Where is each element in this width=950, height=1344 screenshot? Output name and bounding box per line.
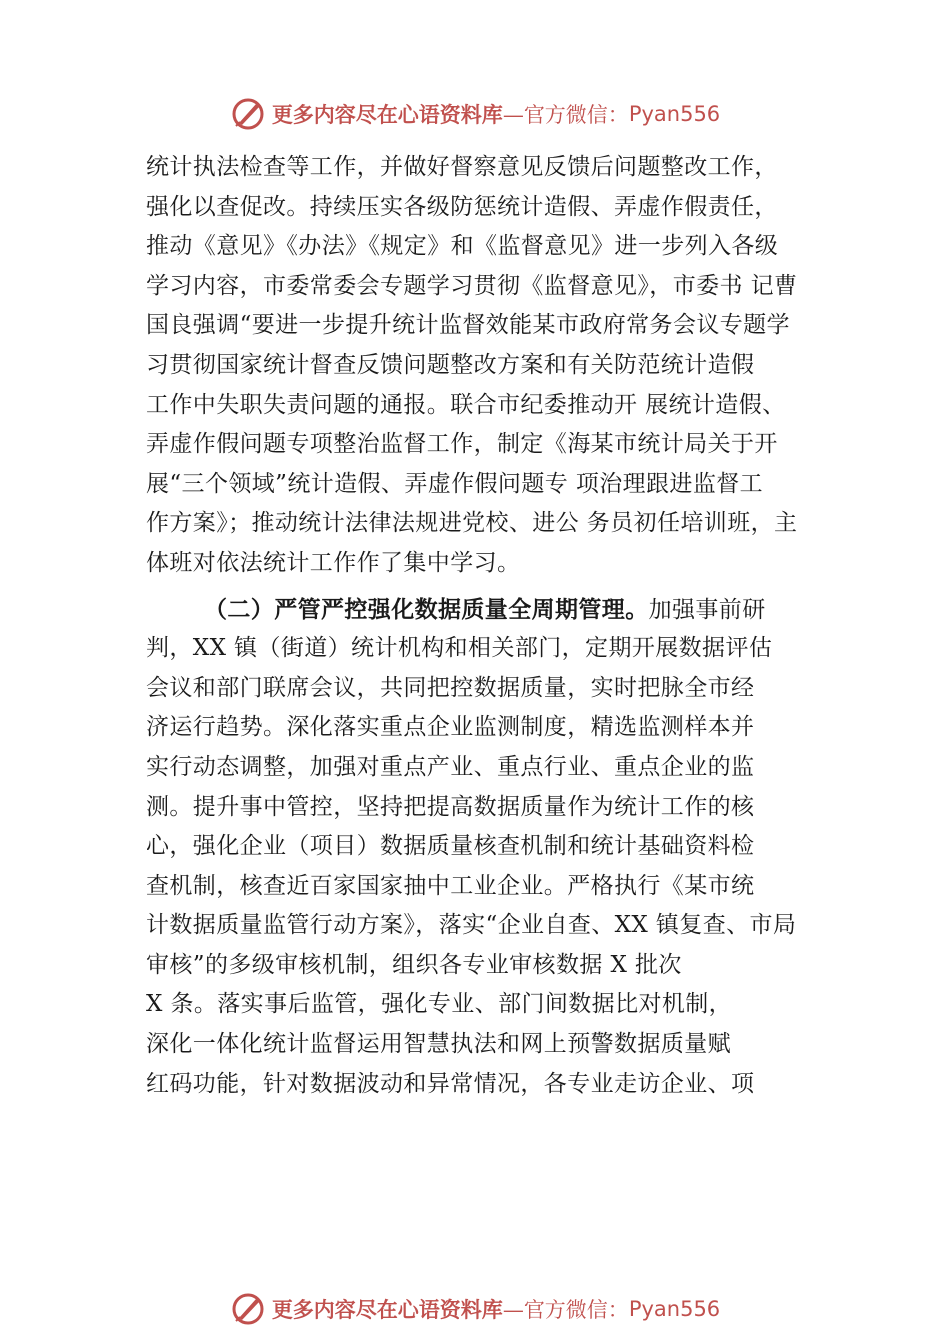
section-heading-line xyxy=(146,590,836,630)
quill-pen-circle-icon xyxy=(230,96,266,132)
banner-brand: 更多内容尽在心语资料库 xyxy=(271,1297,503,1322)
text-line: 实行动态调整，加强对重点产业、重点行业、重点企业的监 xyxy=(146,753,755,780)
text-line: 学习内容，市委常委会专题学习贯彻《监督意见》，市委书 记曹 xyxy=(146,272,798,299)
text-line: 心，强化企业（项目）数据质量核查机制和统计基础资料检 xyxy=(146,833,755,860)
text-line: 红码功能，针对数据波动和异常情况，各专业走访企业、项 xyxy=(146,1070,755,1097)
text-line: 济运行趋势。深化落实重点企业监测制度，精选监测样本并 xyxy=(146,714,755,741)
text-line: 查机制，核查近百家国家抽中工业企业。严格执行《某市统 xyxy=(146,872,755,899)
paragraph-2 xyxy=(146,629,836,1104)
footer-banner xyxy=(0,1289,950,1329)
text-line: 计数据质量监管行动方案》，落实“企业自查、XX 镇复查、市局 xyxy=(146,912,797,939)
text-line: 深化一体化统计监督运用智慧执法和网上预警数据质量赋 xyxy=(146,1031,731,1058)
text-line: 体班对依法统计工作作了集中学习。 xyxy=(146,549,521,576)
text-line: 工作中失职失责问题的通报。联合市纪委推动开 展统计造假、 xyxy=(146,391,786,418)
text-line: 作方案》；推动统计法律法规进党校、进公 务员初任培训班，主 xyxy=(146,510,798,537)
paragraph-1 xyxy=(146,148,836,584)
text-line: 国良强调“要进一步提升统计监督效能某市政府常务会议专题学 xyxy=(146,312,790,339)
banner-separator: —官方微信： xyxy=(502,103,629,127)
banner-brand: 更多内容尽在心语资料库 xyxy=(271,102,503,127)
banner-wechat-id: Pyan556 xyxy=(628,102,721,126)
document-body xyxy=(146,148,836,1104)
text-line: 统计执法检查等工作，并做好督察意见反馈后问题整改工作， xyxy=(146,154,778,180)
text-line: 判，XX 镇（街道）统计机构和相关部门，定期开展数据评估 xyxy=(146,635,773,662)
header-banner xyxy=(0,94,950,134)
text-line: 展“三个领域”统计造假、弄虚作假问题专 项治理跟进监督工 xyxy=(146,470,764,497)
text-line: 习贯彻国家统计督查反馈问题整改方案和有关防范统计造假 xyxy=(146,351,755,378)
section-heading: （二）严管严控强化数据质量全周期管理。 xyxy=(204,595,649,623)
text-line: 会议和部门联席会议，共同把控数据质量，实时把脉全市经 xyxy=(146,674,755,701)
heading-continuation: 加强事前研 xyxy=(648,596,766,623)
text-line: X 条。落实事后监管，强化专业、部门间数据比对机制， xyxy=(146,991,733,1018)
banner-wechat-id: Pyan556 xyxy=(628,1297,721,1321)
quill-pen-circle-icon xyxy=(230,1291,266,1327)
text-line: 测。提升事中管控，坚持把提高数据质量作为统计工作的核 xyxy=(146,793,755,820)
text-line: 审核”的多级审核机制，组织各专业审核数据 X 批次 xyxy=(146,951,682,978)
text-line: 强化以查促改。持续压实各级防惩统计造假、弄虚作假责任， xyxy=(146,193,778,220)
banner-separator: —官方微信： xyxy=(502,1298,629,1322)
text-line: 弄虚作假问题专项整治监督工作，制定《海某市统计局关于开 xyxy=(146,431,778,458)
text-line: 推动《意见》《办法》《规定》和《监督意见》进一步列入各级 xyxy=(146,233,779,260)
